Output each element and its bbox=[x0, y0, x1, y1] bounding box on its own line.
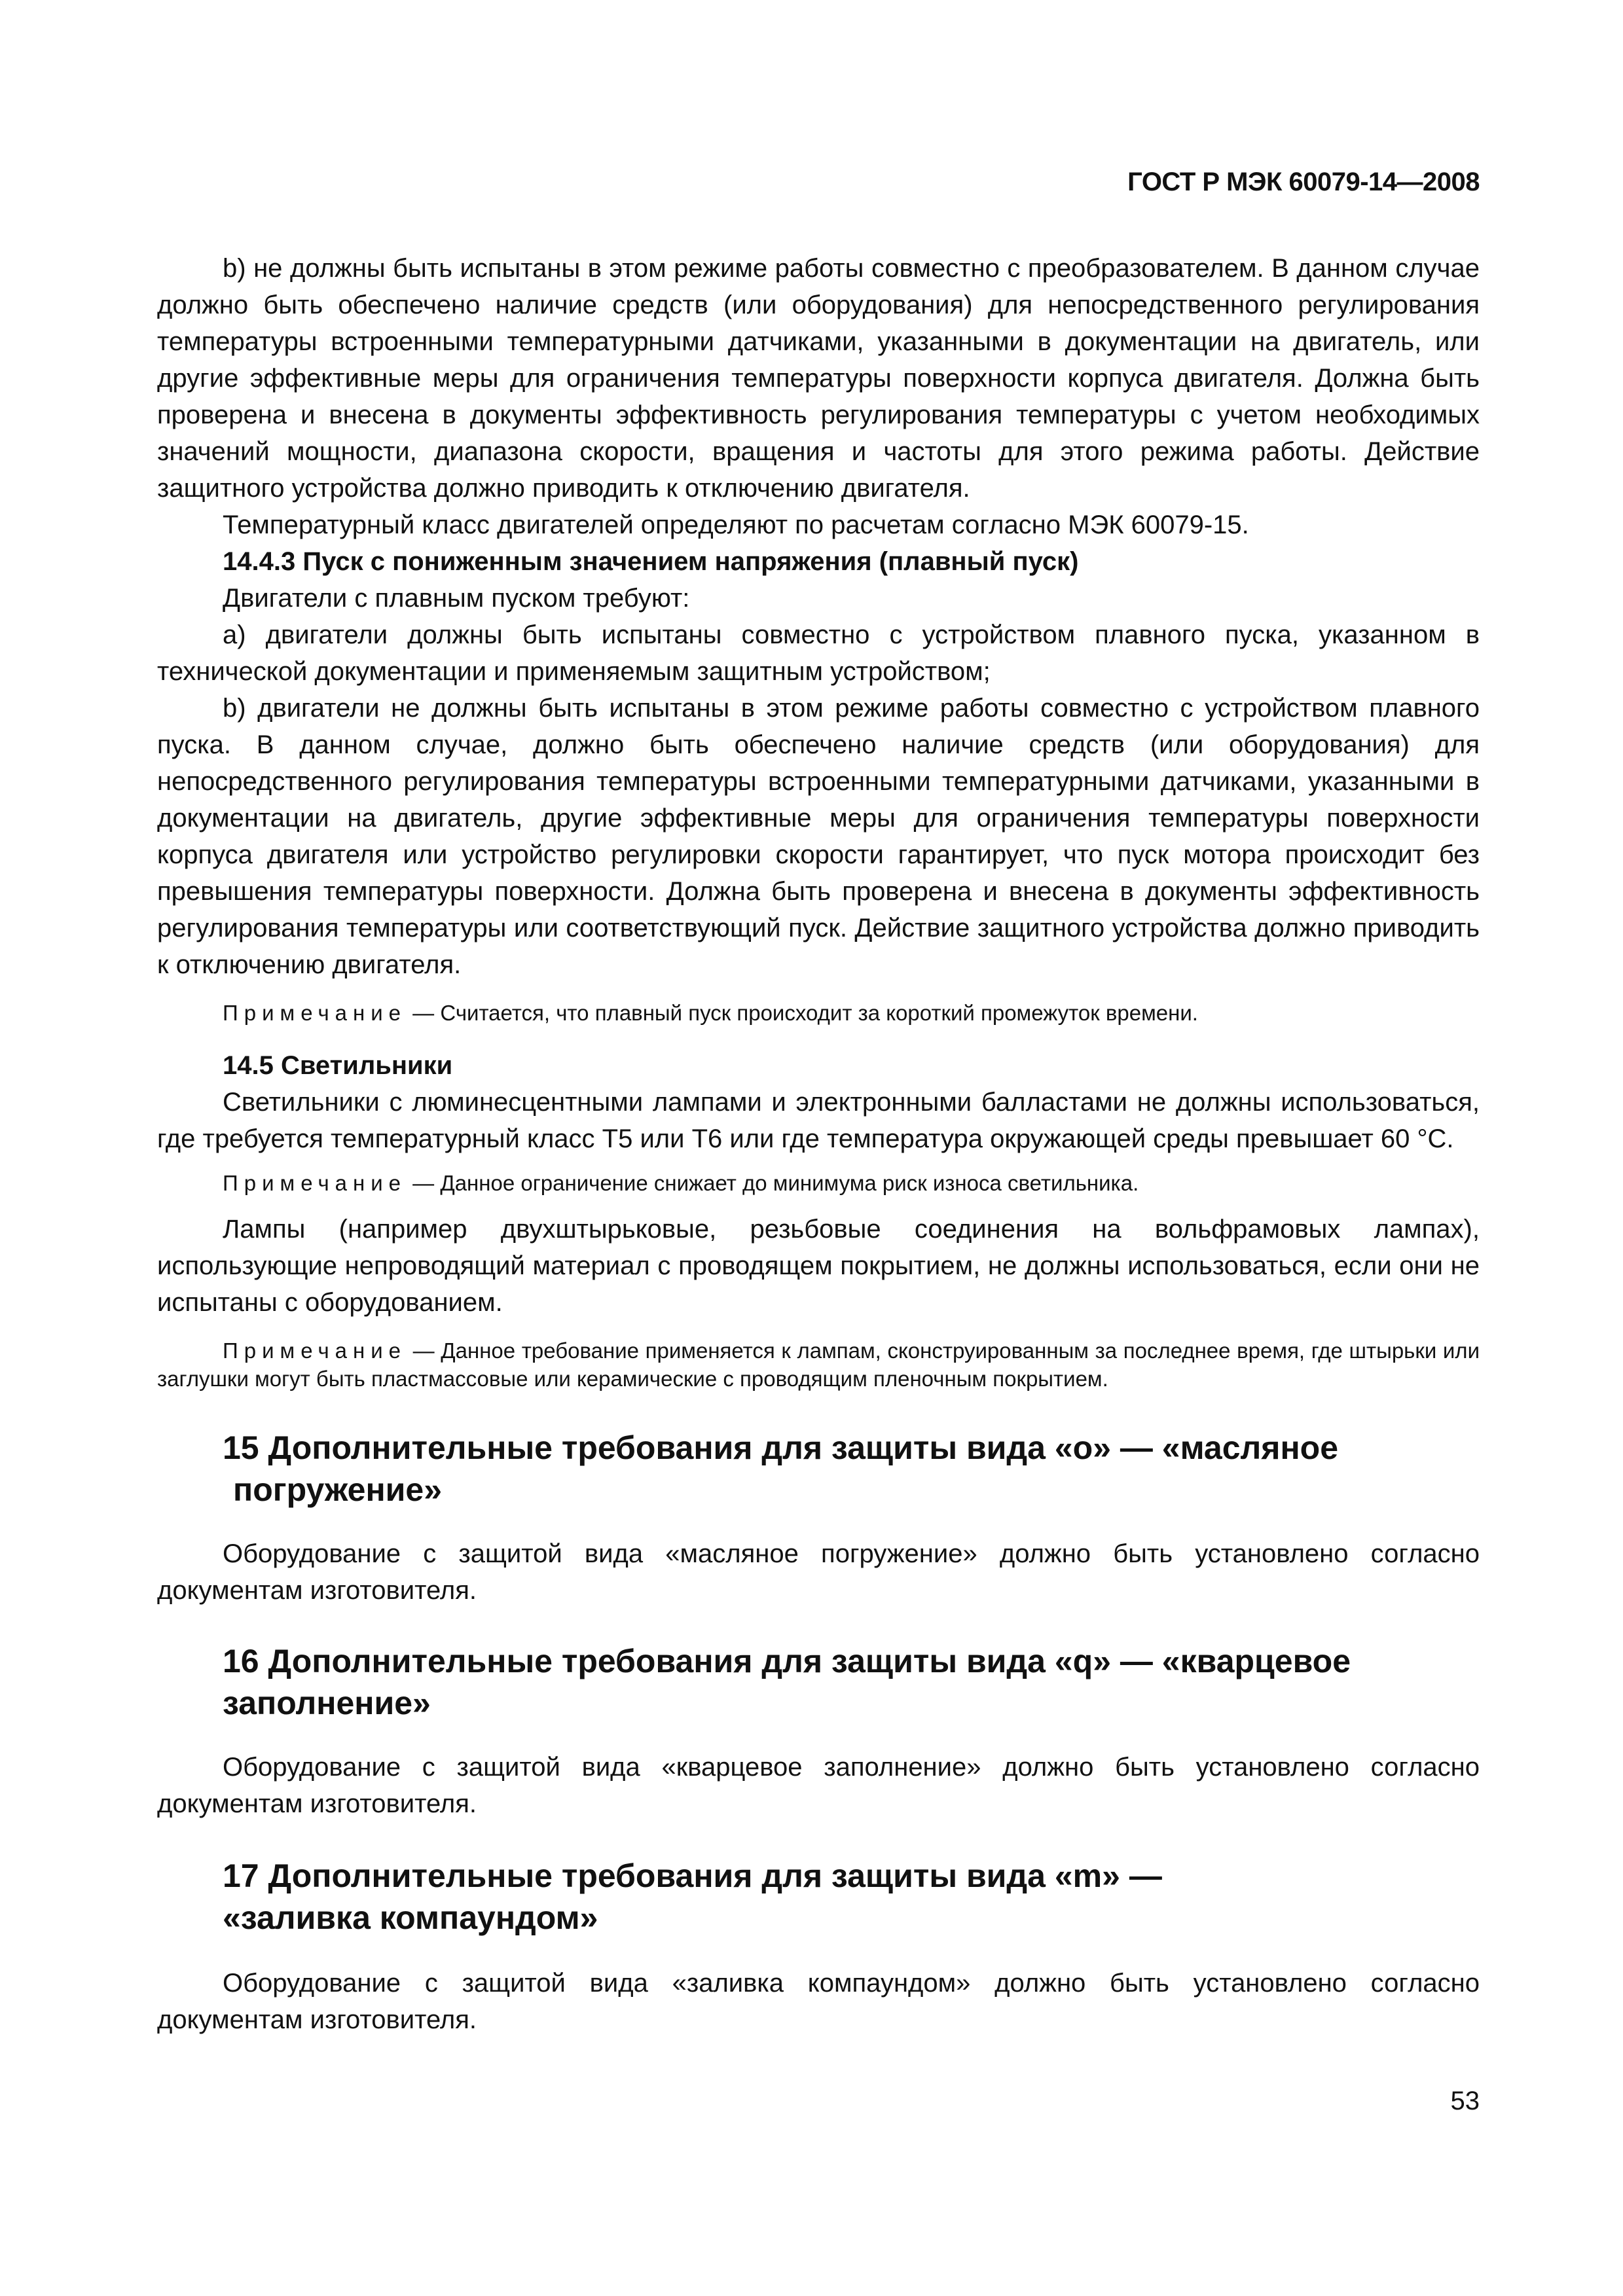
note-label: Примечание bbox=[223, 1338, 407, 1363]
section-16-body bbox=[157, 1749, 1480, 1822]
section-16-title-line1: 16 Дополнительные требования для защиты вида «q» — «кварцевое bbox=[223, 1643, 1351, 1679]
note-label: Примечание bbox=[223, 1171, 407, 1195]
note-luminaires bbox=[157, 1169, 1480, 1197]
section-15-body bbox=[157, 1535, 1480, 1609]
heading-14-5: 14.5 Светильники bbox=[223, 1051, 453, 1080]
section-17-title-line1: 17 Дополнительные требования для защиты вида «m» — bbox=[223, 1857, 1162, 1894]
note-block-2 bbox=[157, 1169, 1480, 1197]
document-page bbox=[157, 0, 1480, 2296]
paragraph-lamps: Лампы (например двухштырьковые, резьбовые соединения на вольфрамовых лампах), использующие непроводящий материал с проводящем покрытием, не должны использоваться, если они не испытаны с оборудованием. bbox=[157, 1215, 1480, 1317]
section-17-body bbox=[157, 1965, 1480, 2038]
body-text-block bbox=[157, 250, 1480, 983]
section-16-text: Оборудование с защитой вида «кварцевое заполнение» должно быть установлено согласно документам изготовителя. bbox=[157, 1753, 1480, 1818]
section-15-title-line2: погружение» bbox=[233, 1471, 443, 1508]
section-16 bbox=[157, 1640, 1480, 1724]
note-text: — Данное ограничение снижает до минимума риск износа светильника. bbox=[407, 1171, 1139, 1195]
note-text: — Считается, что плавный пуск происходит за короткий промежуток времени. bbox=[407, 1001, 1198, 1025]
paragraph-soft-start-require: Двигатели с плавным пуском требуют: bbox=[223, 584, 690, 613]
paragraph-b-soft-start: b) двигатели не должны быть испытаны в этом режиме работы совместно с устройством плавного пуска. В данном случае, должно быть обеспечено наличие средств (или оборудования) для непосредственного регулирования температуры встроенными температурными датчиками, указанными в документации на двигатель, другие эффективные меры для ограничения температуры поверхности корпуса двигателя или устройство регулировки скорости гарантирует, что пуск мотора происходит без превышения температуры поверхности. Должна быть проверена и внесена в документы эффективность регулирования температуры или соответствующий пуск. Действие защитного устройства должно приводить к отключению двигателя. bbox=[157, 694, 1480, 979]
paragraph-b-converter: b) не должны быть испытаны в этом режиме работы совместно с преобразователем. В данном случае должно быть обеспечено наличие средств (или оборудования) для непосредственного регулирования температуры встроенными температурными датчиками, указанными в документации на двигатель, или другие эффективные меры для ограничения температуры поверхности корпуса двигателя. Должна быть проверена и внесена в документы эффективность регулирования температуры с учетом необходимых значений мощности, диапазона скорости, вращения и частоты для этого режима работы. Действие защитного устройства должно приводить к отключению двигателя. bbox=[157, 254, 1480, 503]
document-header: ГОСТ Р МЭК 60079-14—2008 bbox=[1127, 168, 1480, 196]
section-16-title-line2: заполнение» bbox=[223, 1685, 431, 1721]
note-lamps bbox=[157, 1336, 1480, 1393]
section-17-title bbox=[157, 1855, 1480, 1939]
note-label: Примечание bbox=[223, 1001, 407, 1025]
section-17 bbox=[157, 1855, 1480, 1939]
note-block-3 bbox=[157, 1336, 1480, 1393]
section-15 bbox=[157, 1427, 1480, 1511]
section-16-title bbox=[157, 1640, 1480, 1724]
note-text: — Данное требование применяется к лампам, сконструированным за последнее время, где штырьки или заглушки могут быть пластмассовые или керамические с проводящим пленочным покрытием. bbox=[157, 1338, 1480, 1391]
section-15-title bbox=[157, 1427, 1480, 1511]
paragraph-temperature-class: Температурный класс двигателей определяют по расчетам согласно МЭК 60079-15. bbox=[223, 511, 1249, 539]
section-15-text: Оборудование с защитой вида «масляное погружение» должно быть установлено согласно документам изготовителя. bbox=[157, 1539, 1480, 1605]
note-block-1 bbox=[157, 999, 1480, 1027]
page-number: 53 bbox=[1450, 2087, 1480, 2115]
section-17-title-line2: «заливка компаундом» bbox=[223, 1899, 598, 1936]
section-15-title-line1: 15 Дополнительные требования для защиты вида «о» — «масляное bbox=[223, 1429, 1339, 1466]
section-14-5-block bbox=[157, 1047, 1480, 1157]
heading-14-4-3: 14.4.3 Пуск с пониженным значением напряжения (плавный пуск) bbox=[223, 547, 1079, 576]
lamps-block bbox=[157, 1211, 1480, 1321]
note-soft-start bbox=[157, 999, 1480, 1027]
paragraph-luminaires: Светильники с люминесцентными лампами и электронными балластами не должны использоваться, где требуется температурный класс Т5 или Т6 или где температура окружающей среды превышает 60 °С. bbox=[157, 1088, 1480, 1153]
paragraph-a-soft-start: а) двигатели должны быть испытаны совместно с устройством плавного пуска, указанном в технической документации и применяемым защитным устройством; bbox=[157, 620, 1480, 686]
section-17-text: Оборудование с защитой вида «заливка компаундом» должно быть установлено согласно документам изготовителя. bbox=[157, 1969, 1480, 2034]
